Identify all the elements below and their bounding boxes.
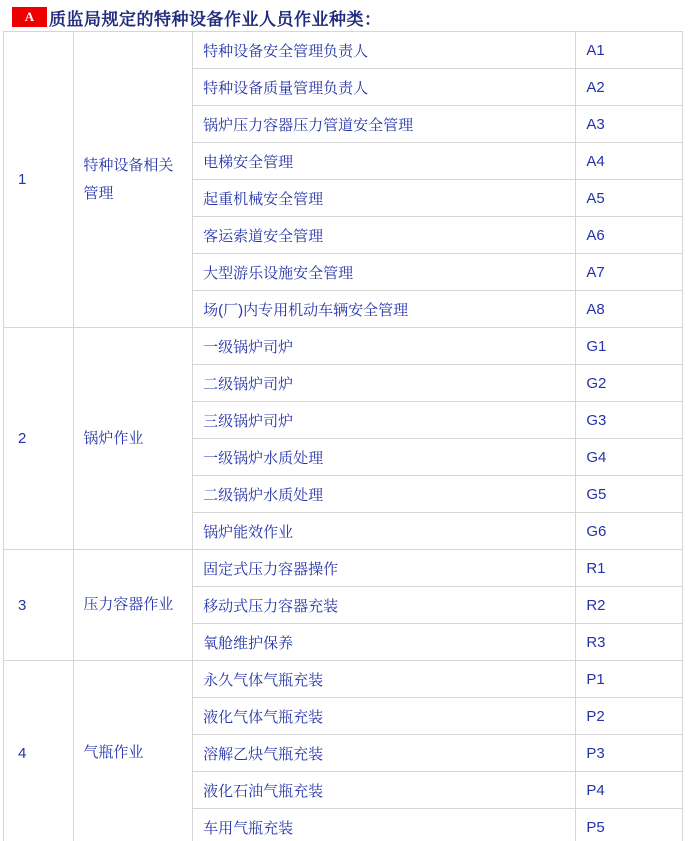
section-number-cell: 2	[4, 328, 74, 550]
job-name-cell: 液化石油气瓶充装	[193, 772, 576, 809]
category-cell: 气瓶作业	[74, 661, 193, 841]
table-row	[4, 32, 683, 69]
code-cell: G3	[576, 402, 683, 439]
table-row	[4, 328, 683, 365]
section-letter-badge: A	[12, 7, 47, 27]
personnel-category-table	[3, 31, 683, 841]
job-name-cell: 特种设备质量管理负责人	[193, 69, 576, 106]
code-cell: A7	[576, 254, 683, 291]
category-cell: 锅炉作业	[74, 328, 193, 550]
code-cell: A1	[576, 32, 683, 69]
page-header	[0, 0, 689, 31]
job-name-cell: 锅炉能效作业	[193, 513, 576, 550]
job-name-cell: 电梯安全管理	[193, 143, 576, 180]
job-name-cell: 起重机械安全管理	[193, 180, 576, 217]
job-name-cell: 溶解乙炔气瓶充装	[193, 735, 576, 772]
code-cell: A3	[576, 106, 683, 143]
category-cell: 特种设备相关管理	[74, 32, 193, 328]
code-cell: A4	[576, 143, 683, 180]
job-name-cell: 特种设备安全管理负责人	[193, 32, 576, 69]
job-name-cell: 二级锅炉司炉	[193, 365, 576, 402]
code-cell: A2	[576, 69, 683, 106]
code-cell: A6	[576, 217, 683, 254]
job-name-cell: 移动式压力容器充装	[193, 587, 576, 624]
page-title: 质监局规定的特种设备作业人员作业种类：	[49, 9, 382, 29]
code-cell: R3	[576, 624, 683, 661]
table-row	[4, 550, 683, 587]
code-cell: A8	[576, 291, 683, 328]
job-name-cell: 固定式压力容器操作	[193, 550, 576, 587]
code-cell: G6	[576, 513, 683, 550]
job-name-cell: 液化气体气瓶充装	[193, 698, 576, 735]
job-name-cell: 三级锅炉司炉	[193, 402, 576, 439]
job-name-cell: 车用气瓶充装	[193, 809, 576, 841]
code-cell: A5	[576, 180, 683, 217]
category-cell: 压力容器作业	[74, 550, 193, 661]
code-cell: G1	[576, 328, 683, 365]
section-number-cell: 1	[4, 32, 74, 328]
code-cell: P1	[576, 661, 683, 698]
code-cell: P4	[576, 772, 683, 809]
section-number-cell: 3	[4, 550, 74, 661]
job-name-cell: 氧舱维护保养	[193, 624, 576, 661]
code-cell: G2	[576, 365, 683, 402]
job-name-cell: 一级锅炉水质处理	[193, 439, 576, 476]
code-cell: R2	[576, 587, 683, 624]
job-name-cell: 客运索道安全管理	[193, 217, 576, 254]
table-row	[4, 661, 683, 698]
code-cell: G4	[576, 439, 683, 476]
job-name-cell: 大型游乐设施安全管理	[193, 254, 576, 291]
job-name-cell: 二级锅炉水质处理	[193, 476, 576, 513]
code-cell: R1	[576, 550, 683, 587]
section-number-cell: 4	[4, 661, 74, 841]
job-name-cell: 场(厂)内专用机动车辆安全管理	[193, 291, 576, 328]
code-cell: P2	[576, 698, 683, 735]
job-name-cell: 锅炉压力容器压力管道安全管理	[193, 106, 576, 143]
job-name-cell: 一级锅炉司炉	[193, 328, 576, 365]
personnel-category-table-body	[4, 32, 683, 841]
code-cell: P3	[576, 735, 683, 772]
code-cell: P5	[576, 809, 683, 841]
job-name-cell: 永久气体气瓶充装	[193, 661, 576, 698]
code-cell: G5	[576, 476, 683, 513]
